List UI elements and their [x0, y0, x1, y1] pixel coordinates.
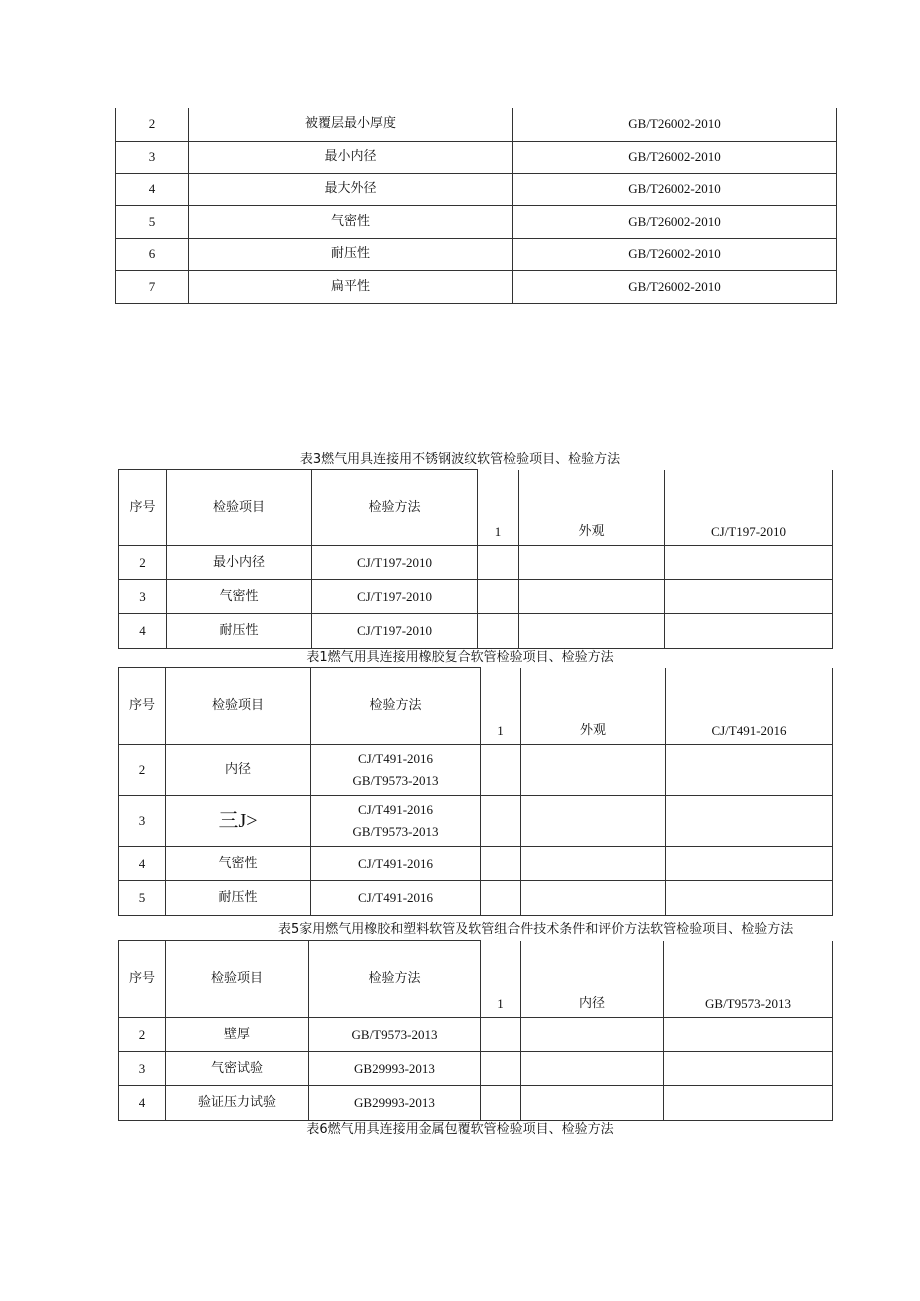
empty-cell [521, 847, 666, 881]
header-method: 检验方法 [309, 941, 481, 1018]
method-line: CJ/T491-2016 [357, 802, 434, 817]
row-item: 耐压性 [189, 238, 513, 270]
header-item: 检验项目 [166, 668, 311, 745]
row-method: GB/T9573-2013 [664, 941, 833, 1018]
table6-caption: 表6燃气用具连接用金属包覆软管检验项目、检验方法 [306, 1122, 614, 1137]
table-row [119, 847, 833, 881]
header-item: 检验项目 [167, 470, 312, 546]
table3-caption: 表3燃气用具连接用不锈钢波纹软管检验项目、检验方法 [299, 452, 621, 467]
header-no: 序号 [119, 668, 166, 745]
row-method: CJ/T197-2010 [312, 614, 478, 649]
table1-caption: 表1燃气用具连接用橡胶复合软管检验项目、检验方法 [306, 650, 614, 665]
row-no: 3 [116, 141, 189, 173]
row-method: GB/T26002-2010 [513, 238, 837, 270]
empty-cell [521, 881, 666, 916]
empty-cell [521, 1018, 664, 1052]
table-row [119, 580, 833, 614]
row-method: GB/T26002-2010 [513, 108, 837, 141]
empty-cell [664, 1052, 833, 1086]
row-method: CJ/T491-2016 [666, 668, 833, 745]
table-row [119, 1052, 833, 1086]
row-item: 被覆层最小厚度 [189, 108, 513, 141]
empty-cell [521, 1086, 664, 1121]
empty-cell [481, 881, 521, 916]
method-line: GB/T9573-2013 [352, 773, 439, 788]
row-method: GB29993-2013 [309, 1086, 481, 1121]
row-item: 气密性 [167, 580, 312, 614]
row-no: 7 [116, 270, 189, 303]
empty-cell [519, 614, 665, 649]
row-method: GB/T26002-2010 [513, 173, 837, 205]
table-row [116, 173, 837, 205]
row-item: 耐压性 [167, 614, 312, 649]
table-row [119, 614, 833, 649]
row-no: 1 [481, 941, 521, 1018]
empty-cell [481, 745, 521, 796]
row-no: 4 [119, 1086, 166, 1121]
empty-cell [481, 1052, 521, 1086]
row-method: GB/T9573-2013 [309, 1018, 481, 1052]
empty-cell [665, 580, 833, 614]
table-row [116, 205, 837, 238]
empty-cell [478, 614, 519, 649]
empty-cell [664, 1086, 833, 1121]
table-row [116, 270, 837, 303]
empty-cell [521, 1052, 664, 1086]
row-no: 2 [116, 108, 189, 141]
row-item: 气密试验 [166, 1052, 309, 1086]
table-header-row [119, 941, 833, 1018]
empty-cell [481, 796, 521, 847]
empty-cell [519, 580, 665, 614]
method-line: CJ/T491-2016 [357, 751, 434, 766]
row-item: 外观 [519, 470, 665, 546]
row-item: 最大外径 [189, 173, 513, 205]
empty-cell [665, 546, 833, 580]
row-item: 验证压力试验 [166, 1086, 309, 1121]
row-item: 气密性 [189, 205, 513, 238]
row-item: 扁平性 [189, 270, 513, 303]
row-item: 内径 [521, 941, 664, 1018]
empty-cell [478, 580, 519, 614]
row-item: 最小内径 [189, 141, 513, 173]
row-method: GB/T26002-2010 [513, 141, 837, 173]
table-row [119, 1086, 833, 1121]
table-row [116, 238, 837, 270]
row-method: CJ/T197-2010 [665, 470, 833, 546]
table-row [119, 1018, 833, 1052]
empty-cell [664, 1018, 833, 1052]
header-no: 序号 [119, 941, 166, 1018]
empty-cell [666, 796, 833, 847]
empty-cell [666, 881, 833, 916]
empty-cell [481, 1086, 521, 1121]
header-method: 检验方法 [311, 668, 481, 745]
row-no: 2 [119, 1018, 166, 1052]
row-item: 壁厚 [166, 1018, 309, 1052]
row-no: 5 [119, 881, 166, 916]
empty-cell [521, 745, 666, 796]
table5 [118, 940, 833, 1121]
row-method: CJ/T491-2016 [311, 881, 481, 916]
row-no: 4 [119, 614, 167, 649]
header-item: 检验项目 [166, 941, 309, 1018]
method-line: GB/T9573-2013 [352, 824, 439, 839]
row-method: GB/T26002-2010 [513, 205, 837, 238]
row-no: 1 [478, 470, 519, 546]
table-row [116, 108, 837, 141]
row-method [311, 745, 481, 796]
row-item: 耐压性 [166, 881, 311, 916]
row-no: 4 [119, 847, 166, 881]
table-row [119, 546, 833, 580]
table5-caption: 表5家用燃气用橡胶和塑料软管及软管组合件技术条件和评价方法软管检验项目、检验方法 [278, 922, 794, 937]
empty-cell [666, 745, 833, 796]
table-top [115, 108, 837, 304]
row-item: 最小内径 [167, 546, 312, 580]
empty-cell [478, 546, 519, 580]
empty-cell [519, 546, 665, 580]
row-no: 4 [116, 173, 189, 205]
row-method [311, 796, 481, 847]
row-item: 三J> [166, 796, 311, 847]
empty-cell [665, 614, 833, 649]
row-item: 内径 [166, 745, 311, 796]
row-no: 1 [481, 668, 521, 745]
row-item: 外观 [521, 668, 666, 745]
row-method: GB29993-2013 [309, 1052, 481, 1086]
empty-cell [481, 1018, 521, 1052]
row-method: CJ/T491-2016 [311, 847, 481, 881]
row-no: 3 [119, 580, 167, 614]
table1 [118, 667, 833, 916]
empty-cell [481, 847, 521, 881]
row-no: 3 [119, 1052, 166, 1086]
header-method: 检验方法 [312, 470, 478, 546]
row-no: 2 [119, 546, 167, 580]
table-header-row [119, 470, 833, 546]
row-method: CJ/T197-2010 [312, 580, 478, 614]
header-no: 序号 [119, 470, 167, 546]
empty-cell [666, 847, 833, 881]
row-method: CJ/T197-2010 [312, 546, 478, 580]
row-item: 气密性 [166, 847, 311, 881]
row-no: 3 [119, 796, 166, 847]
table-header-row [119, 668, 833, 745]
row-no: 6 [116, 238, 189, 270]
empty-cell [521, 796, 666, 847]
table-row [119, 745, 833, 796]
row-no: 5 [116, 205, 189, 238]
row-method: GB/T26002-2010 [513, 270, 837, 303]
table-row [119, 881, 833, 916]
row-no: 2 [119, 745, 166, 796]
table-row [119, 796, 833, 847]
table-row [116, 141, 837, 173]
table3 [118, 469, 833, 649]
